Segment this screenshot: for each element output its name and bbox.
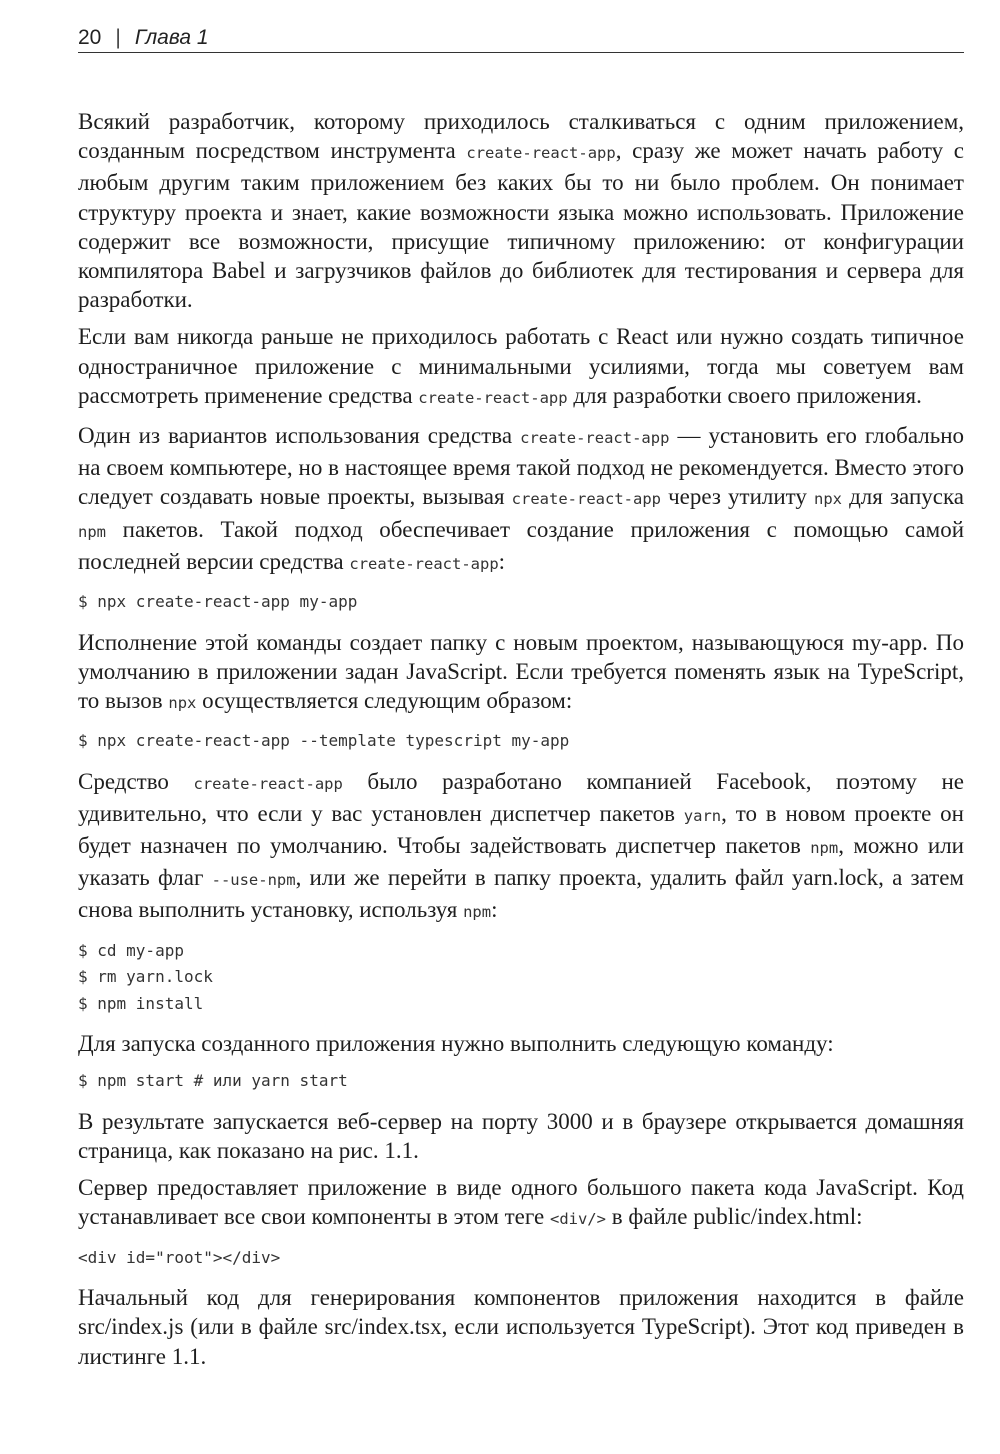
code-block-npx-typescript: $ npx create-react-app --template typescript my-app [78,731,570,751]
code-block-npm-install [78,938,964,1018]
inline-code: npx [168,693,197,712]
inline-code: create-react-app [511,490,661,509]
text: Один из вариантов использования средства [78,423,521,449]
text: : [491,897,498,923]
code-line: $ npm install [78,993,204,1013]
inline-code: create-react-app [418,388,568,407]
paragraph-9 [78,1283,964,1371]
text: было разработано компанией Facebook, поэтому не удивительно, что если у вас установлен диспетчер пакетов [78,768,964,826]
page-number: 20 [78,26,102,49]
inline-code: npm [463,903,492,922]
text: Для запуска созданного приложения нужно выполнить следующую команду: [78,1031,834,1057]
paragraph-5 [78,767,964,928]
inline-code: <div/> [549,1210,606,1229]
text: — установить его глобально на своем компьютере, но в настоящее время такой подход не рекомендуется. Вместо этого следует создавать новые проекты, вызывая [78,423,965,510]
code-block-div-root: <div id="root"></div> [78,1247,281,1267]
text: , можно или указать флаг [78,833,964,891]
text: Если вам никогда раньше не приходилось работать с React или нужно создать типичное одностраничное приложение с минимальными усилиями, тогда мы советуем вам рассмотреть применение средства [78,324,964,408]
inline-code: --use-npm [211,871,296,890]
inline-code: npm [78,522,106,541]
code-line: $ cd my-app [78,940,184,960]
text: , то в новом проекте он будет назначен по умолчанию. Чтобы задействовать диспетчер пакетов [78,800,964,859]
text: через утилиту [660,484,815,510]
inline-code: create-react-app [349,554,499,573]
text: , или же перейти в папку проекта, удалить файл yarn.lock, а затем снова выполнить установку, используя [78,865,964,923]
inline-code: create-react-app [466,144,616,163]
paragraph-4 [78,628,964,719]
code-line: $ rm yarn.lock [78,967,213,987]
text: В результате запускается веб-сервер на порту 3000 и в браузере открывается домашняя страница, как показано на рис. 1.1. [78,1108,964,1164]
paragraph-8 [78,1173,964,1234]
book-page [78,26,964,1379]
text: пакетов. Такой подход обеспечивает создание приложения с помощью самой последней версии средства [78,516,964,574]
code-block-npx-create: $ npx create-react-app my-app [78,592,358,612]
text: Всякий разработчик, которому приходилось сталкиваться с одним приложением, созданным посредством инструмента [78,109,964,164]
inline-code: npx [814,490,843,509]
code-block-npm-start: $ npm start # или yarn start [78,1071,348,1091]
text: : [498,548,506,574]
text: Исполнение этой команды создает папку с новым проектом, называющуюся my-app. По умолчанию в приложении задан JavaScript. Если требуется поменять язык на TypeScript, то вызов [78,629,964,713]
inline-code: create-react-app [520,429,670,448]
inline-code: create-react-app [193,774,343,793]
text: для запуска [842,484,965,510]
running-header [78,26,964,53]
text: Средство [78,768,194,794]
text: в файле public/index.html: [605,1204,863,1230]
paragraph-3 [78,421,964,579]
text: осуществляется следующим образом: [196,687,573,713]
inline-code: yarn [683,806,722,825]
header-separator: | [115,26,121,49]
paragraph-2 [78,322,964,413]
text: для разработки своего приложения. [567,382,922,408]
text: Начальный код для генерирования компонентов приложения находится в файле src/index.js (или в файле src/index.tsx, если используется TypeScript). Этот код приведен в листинге 1.1. [78,1285,964,1369]
text: Сервер предоставляет приложение в виде одного большого пакета кода JavaScript. Код устанавливает все свои компоненты в этом теге [78,1175,964,1230]
inline-code: npm [810,839,839,858]
paragraph-1 [78,107,964,314]
paragraph-6 [78,1029,964,1058]
paragraph-7 [78,1107,964,1165]
chapter-title: Глава 1 [134,26,209,49]
text: , сразу же может начать работу с любым другим таким приложением без каких бы то ни было проблем. Он понимает структуру проекта и знает, какие возможности языка можно использовать. Приложение содержит все возможности, присущие типичному приложению: от конфигурации компилятора Babel и загрузчиков файлов до библиотек для тестирования и сервера для разработки. [78,138,964,313]
